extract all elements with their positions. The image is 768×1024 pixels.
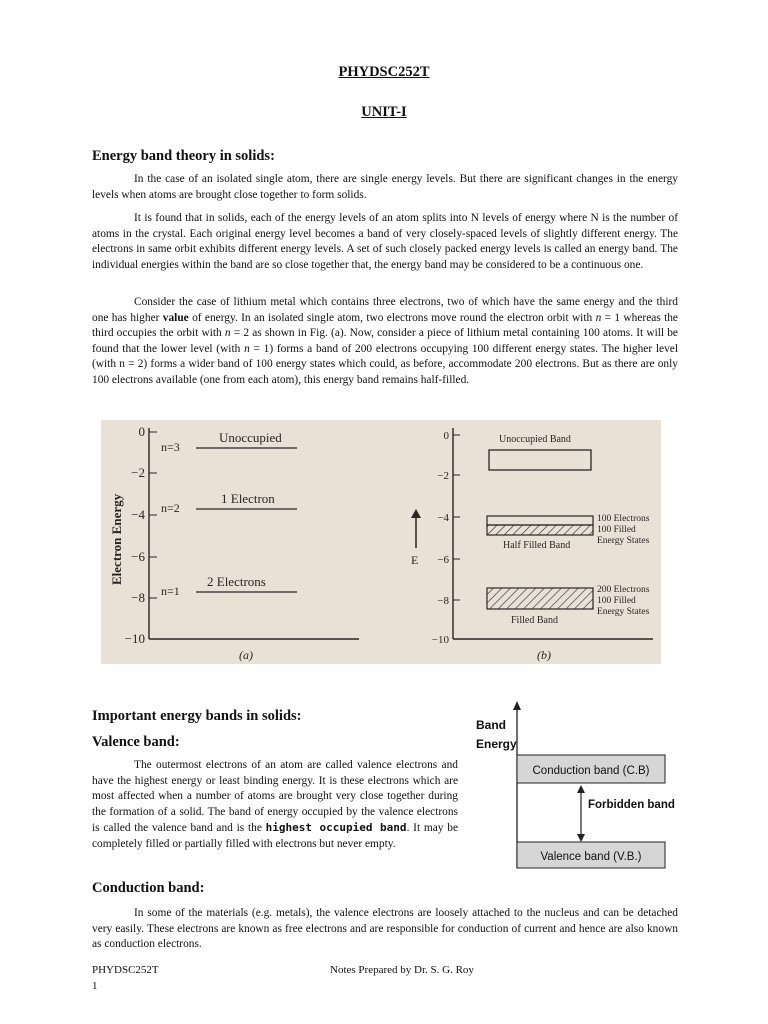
figure-a-tick-4: −4 (131, 507, 145, 522)
paragraph-conduction-band: In some of the materials (e.g. metals), the valence electrons are loosely attached to the nucleus and can be detached very easily. These electrons are known as free electrons and are responsible for conduction of current and hence are also known as conduction electrons. (92, 907, 678, 951)
figure-a-tick-6: −6 (131, 549, 145, 564)
energy-level-figure-photo (101, 420, 661, 664)
figure-a-tick-8: −8 (131, 590, 145, 605)
half-filled-band-label: Half Filled Band (503, 540, 571, 551)
filled-band (487, 588, 593, 609)
energy-arrow-icon (411, 509, 421, 548)
filled-note-line2: 100 Filled (597, 596, 636, 606)
paragraph-isolated-atom: In the case of an isolated single atom, there are single energy levels. But there are significant changes in the energy levels when atoms are brought close together to form solids. (92, 173, 678, 201)
paragraph-energy-levels-split: It is found that in solids, each of the energy levels of an atom splits into N levels of energy where N is the number of atoms in the crystal. Each original energy level becomes a band of very closely-spaced levels of slightly different energy. The electrons in same orbit exhibits different energy levels. A set of such closely packed energy levels is called an energy band. The individual energies within the band are so close together that, the energy band may be considered to be a continuous one. (92, 212, 678, 271)
half-note-line1: 100 Electrons (597, 514, 650, 524)
half-note-line3: Energy States (597, 536, 650, 546)
unoccupied-band-label: Unoccupied Band (499, 434, 571, 445)
level-n2-label: n=2 (161, 501, 180, 515)
unoccupied-band (489, 450, 591, 470)
valence-band-label: Valence band (V.B.) (540, 851, 642, 863)
important-bands-heading: Important energy bands in solids: (92, 708, 302, 724)
filled-band-label: Filled Band (511, 615, 558, 626)
filled-note-line3: Energy States (597, 607, 650, 617)
footer-course-code: PHYDSC252T (92, 964, 159, 976)
filled-note-line1: 200 Electrons (597, 585, 650, 595)
conduction-band-heading: Conduction band: (92, 880, 205, 896)
figure-a-caption: (a) (239, 648, 253, 662)
half-filled-band-filled (487, 525, 593, 535)
level-n2-text: 1 Electron (221, 491, 275, 506)
figure-a-ylabel: Electron Energy (109, 493, 124, 585)
figure-a-ticks (125, 424, 157, 646)
figure-b-ticks (432, 430, 460, 646)
band-energy-diagram (470, 700, 700, 870)
figure-b-tick-6: −6 (437, 554, 449, 566)
figure-a-tick-10: −10 (124, 631, 145, 646)
figure-b-tick-8: −8 (437, 595, 449, 607)
figure-b-caption: (b) (537, 648, 551, 662)
figure-b-tick-4: −4 (437, 512, 449, 524)
figure-a-tick-0: 0 (138, 424, 145, 439)
conduction-band-label: Conduction band (C.B) (532, 765, 650, 777)
unit-title: UNIT-I (361, 104, 407, 120)
figure-a-tick-2: −2 (131, 465, 145, 480)
energy-band-theory-heading: Energy band theory in solids: (92, 148, 275, 164)
half-note-line2: 100 Filled (597, 525, 636, 535)
forbidden-gap-arrow-icon (577, 785, 585, 842)
band-axis-label-1: Band (476, 718, 506, 732)
level-n1-label: n=1 (161, 584, 180, 598)
figure-b-tick-2: −2 (437, 470, 449, 482)
forbidden-band-label: Forbidden band (588, 799, 675, 811)
level-n3-text: Unoccupied (219, 430, 282, 445)
energy-axis-symbol: E (411, 553, 419, 567)
figure-b-tick-0: 0 (443, 430, 449, 442)
valence-band-heading: Valence band: (92, 734, 180, 750)
figure-b-panel (411, 428, 653, 662)
paragraph-valence-band: The outermost electrons of an atom are called valence electrons and have the highest energy or least binding energy. It is these electrons which are most affected when a number of atoms are brought very close together during the formation of a solid. The band of energy occupied by the valence electrons is called the valence band and is the highest occupied band. It may be completely filled or partially filled with electrons but never empty. (92, 759, 459, 850)
course-code-title: PHYDSC252T (338, 64, 430, 80)
half-filled-band-empty (487, 516, 593, 525)
figure-b-tick-10: −10 (431, 634, 449, 646)
band-axis-label-2: Energy (476, 737, 517, 751)
level-n1-text: 2 Electrons (207, 574, 266, 589)
paragraph-lithium-example: Consider the case of lithium metal which contains three electrons, two of which have the same energy and the third one has higher value of energy. In an isolated single atom, two electrons move round the electron orbit with n = 1 whereas the third occupies the orbit with n = 2 as shown in Fig. (a). Now, consider a piece of lithium metal containing 100 atoms. It will be found that the lower level (with n = 1) forms a band of 200 electrons occupying 100 different energy states. The higher level (with n = 2) forms a wider band of 100 energy states which could, as before, accommodate 200 electrons. But as there are only 100 electrons available (one from each atom), this energy band remains half-filled. (92, 296, 678, 386)
level-n3-label: n=3 (161, 440, 180, 454)
page-number: 1 (92, 980, 98, 992)
footer-author-note: Notes Prepared by Dr. S. G. Roy (330, 964, 474, 976)
figure-a-panel (109, 424, 359, 662)
